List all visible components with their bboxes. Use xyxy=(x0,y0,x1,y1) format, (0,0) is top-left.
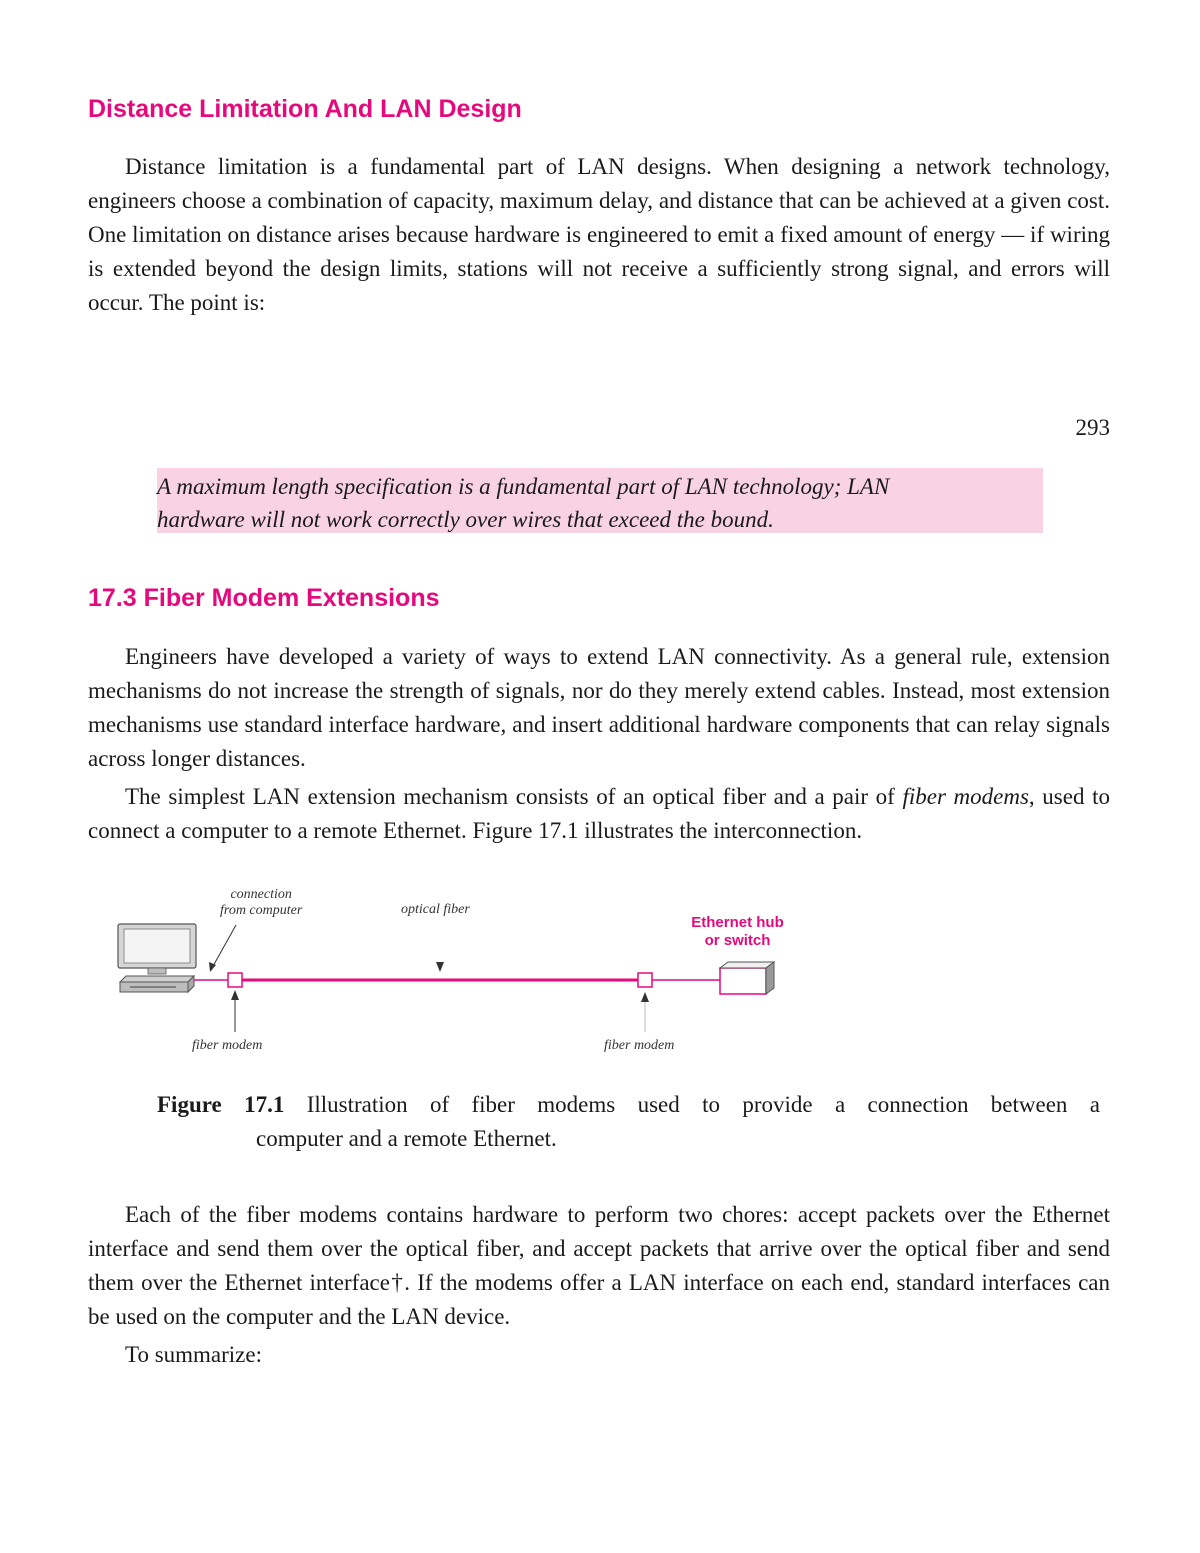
label-line: or switch xyxy=(704,932,771,949)
page-number: 293 xyxy=(1075,415,1110,440)
paragraph-text: Engineers have developed a variety of ways to extend LAN connectivity. As a general rule, extension mechanisms do not increase the strength of signals, nor do they merely extend cables. Instead, most extension mechanisms use standard interface hardware, and insert additional hardware components that can relay signals across longer distances. xyxy=(88,644,1110,771)
fiber-modem-left xyxy=(228,973,242,987)
paragraph-distance-limitation xyxy=(88,150,1110,320)
paragraph-modem-chores xyxy=(88,1198,1110,1334)
callout-line-2: hardware will not work correctly over wires that exceed the bound. xyxy=(157,507,774,532)
paragraph-text: To summarize: xyxy=(125,1342,262,1367)
caption-line-1 xyxy=(157,1088,1100,1122)
paragraph-summary xyxy=(88,1338,1110,1372)
callout-line-1: A maximum length specification is a fundamental part of LAN technology; LAN xyxy=(157,474,890,499)
paragraph-simplest-extension xyxy=(88,780,1110,848)
label-fiber-modem-right: fiber modem xyxy=(604,1038,675,1053)
arrow-optical-fiber xyxy=(436,962,444,972)
figure-17-1 xyxy=(110,880,810,1060)
label-line: connection xyxy=(230,887,292,902)
paragraph-text-end: , used to connect a computer to a remote Ethernet. Figure 17.1 illustrates the interconnection. xyxy=(88,784,1110,843)
arrow-fiber-modem-right xyxy=(641,992,649,1032)
ethernet-hub-icon xyxy=(720,962,774,994)
computer-icon xyxy=(118,924,196,992)
label-line: from computer xyxy=(220,903,303,918)
term-fiber-modems: fiber modems xyxy=(902,784,1029,809)
label-ethernet-hub xyxy=(680,914,795,950)
arrow-fiber-modem-left xyxy=(231,990,239,1032)
label-fiber-modem-left: fiber modem xyxy=(192,1038,263,1053)
paragraph-extension-mechanisms xyxy=(88,640,1110,776)
caption-text-1: Illustration of fiber modems used to provide a connection between a xyxy=(306,1092,1100,1117)
fiber-modem-right xyxy=(638,973,652,987)
label-optical-fiber: optical fiber xyxy=(401,902,470,917)
arrow-connection-from-computer xyxy=(209,925,236,972)
paragraph-text-start: The simplest LAN extension mechanism consists of an optical fiber and a pair of xyxy=(125,784,903,809)
callout-box xyxy=(157,468,1043,533)
label-connection-from-computer xyxy=(220,887,302,919)
caption-line-2: computer and a remote Ethernet. xyxy=(256,1126,557,1151)
section-heading-fiber-modem: 17.3 Fiber Modem Extensions xyxy=(88,584,440,612)
paragraph-text: Distance limitation is a fundamental part of LAN designs. When designing a network technology, engineers choose a combination of capacity, maximum delay, and distance that can be achieved at a given cost. One limitation on distance arises because hardware is engineered to emit a fixed amount of energy — if wiring is extended beyond the design limits, stations will not receive a sufficiently strong signal, and errors will occur. The point is: xyxy=(88,154,1110,315)
figure-caption xyxy=(157,1088,1100,1156)
section-heading-distance: Distance Limitation And LAN Design xyxy=(88,95,522,123)
label-line: Ethernet hub xyxy=(691,914,784,931)
paragraph-text: Each of the fiber modems contains hardware to perform two chores: accept packets over the Ethernet interface and send them over the optical fiber, and accept packets that arrive over the optical fiber and send them over the Ethernet interface†. If the modems offer a LAN interface on each end, standard interfaces can be used on the computer and the LAN device. xyxy=(88,1202,1110,1329)
caption-number: Figure 17.1 xyxy=(157,1092,285,1117)
